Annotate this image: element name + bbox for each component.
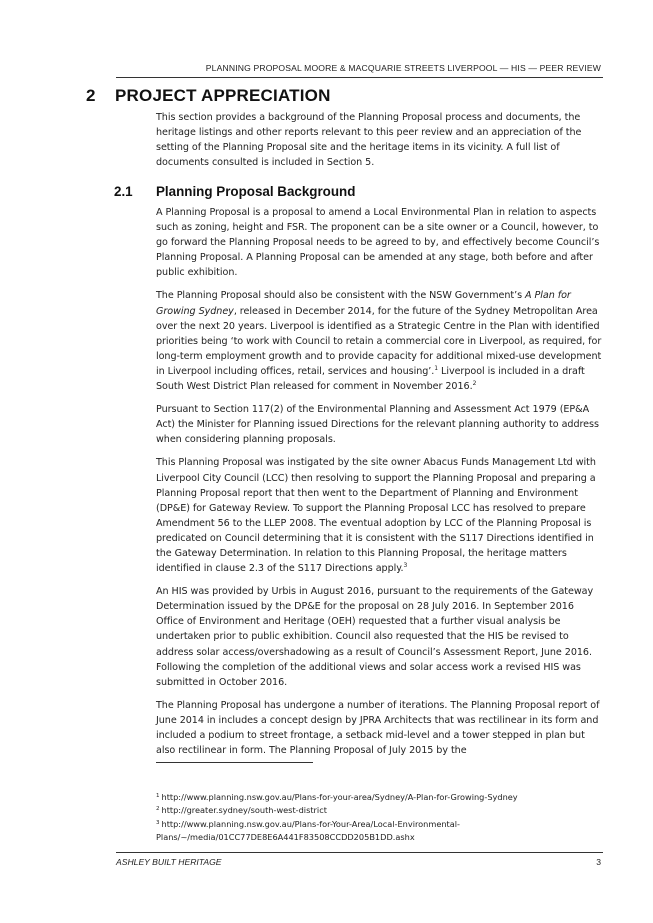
subsection-title: Planning Proposal Background: [156, 184, 356, 199]
paragraph-4-text: This Planning Proposal was instigated by the site owner Abacus Funds Management Ltd with Liverpool City Council (LCC) then resolving to support the Planning Proposal and preparing a Planning Proposal report that then went to the Department of Planning and Environment (DP&E) for Gateway Review. To support the Planning Proposal LCC has resolved to prepare Amendment 56 to the LLEP 2008. The eventual adoption by LCC of the Planning Proposal is predicated on Council determining that it is consistent with the S117 Directions identified in the Gateway Determination. In relation to this Planning Proposal, the heritage matters identified in clause 2.3 of the S117 Directions apply.: [156, 457, 596, 575]
footnote-link-3-continued[interactable]: Plans/~/media/01CC77DE8E6A441F83508CCDD205B1DD.ashx: [156, 832, 415, 843]
footnote-mark-1: 1: [156, 793, 160, 799]
paragraph-6: The Planning Proposal has undergone a number of iterations. The Planning Proposal report of June 2014 in includes a concept design by JPRA Architects that was rectilinear in its form and included a podium to street frontage, a setback mid-level and a tower stepped in plan but also rectilinear in form. The Planning Proposal of July 2015 by the: [156, 699, 600, 757]
subsection-heading: [114, 184, 355, 199]
footnote-link-1[interactable]: http://www.planning.nsw.gov.au/Plans-for-your-area/Sydney/A-Plan-for-Growing-Sydney: [161, 792, 518, 802]
footnote-ref-1[interactable]: 1: [434, 364, 439, 372]
footnote-1: [156, 791, 616, 804]
paragraph-1: A Planning Proposal is a proposal to amend a Local Environmental Plan in relation to aspects such as zoning, height and FSR. The proponent can be a site owner or a Council, however, to go forward the Planning Proposal needs to be agreed to by, and effectively become Council’s Planning Proposal. A Planning Proposal can be amended at any stage, both before and after public exhibition.: [156, 207, 600, 279]
intro-paragraph: This section provides a background of the Planning Proposal process and documents, the heritage listings and other reports relevant to this peer review and an appreciation of the setting of the Planning Proposal site and the heritage items in its vicinity. A full list of documents consulted is included in Section 5.: [156, 112, 582, 169]
section-intro: [156, 110, 604, 178]
page-number: 3: [596, 857, 601, 867]
footnote-ref-3[interactable]: 3: [403, 562, 408, 570]
section-heading: [86, 86, 331, 106]
footnotes: [156, 791, 616, 845]
section-number: 2: [86, 86, 96, 105]
header-rule: [116, 77, 603, 78]
subsection-number: 2.1: [114, 184, 133, 199]
footnote-link-2[interactable]: http://greater.sydney/south-west-district: [161, 805, 327, 816]
footnote-mark-3: 3: [156, 819, 160, 826]
footnote-link-3[interactable]: http://www.planning.nsw.gov.au/Plans-for-Your-Area/Local-Environmental-: [161, 818, 461, 829]
paragraph-4: [156, 455, 604, 576]
footer-firm-name: ASHLEY BUILT HERITAGE: [116, 857, 222, 867]
footnote-mark-2: 2: [156, 806, 160, 813]
paragraph-5: An HIS was provided by Urbis in August 2016, pursuant to the requirements of the Gateway Determination issued by the DP&E for the proposal on 28 July 2016. In September 2016 Office of Environment and Heritage (OEH) requested that a further visual analysis be undertaken prior to public exhibition. Council also requested that the HIS be revised to address solar access/overshadowing as a result of Council’s Assessment Report, June 2016. Following the completion of the additional views and solar access work a revised HIS was submitted in October 2016.: [156, 586, 594, 688]
footnote-3-continued: [156, 831, 616, 844]
footnote-3: [156, 818, 616, 831]
subsection-body: [156, 205, 604, 766]
paragraph-2-text-c: Liverpool is included in a draft South West District Plan released for comment in November 2016.: [156, 365, 585, 393]
plan-title-italic: A Plan for Growing Sydney: [156, 290, 571, 317]
running-header: PLANNING PROPOSAL MOORE & MACQUARIE STREETS LIVERPOOL — HIS — PEER REVIEW: [205, 63, 601, 73]
footnote-ref-2[interactable]: 2: [472, 380, 477, 388]
footnote-2: [156, 804, 616, 817]
paragraph-2: [156, 288, 604, 394]
footnote-separator: [156, 762, 313, 763]
section-title: PROJECT APPRECIATION: [115, 86, 331, 105]
paragraph-2-text-a: The Planning Proposal should also be consistent with the NSW Government’s: [156, 290, 526, 302]
paragraph-2-text-b: , released in December 2014, for the future of the Sydney Metropolitan Area over the next 20 years. Liverpool is identified as a Strategic Centre in the Plan with identified priorities being ‘to work with Council to retain a commercial core in Liverpool, as required, for long-term employment growth and to provide capacity for additional mixed-use development in Liverpool including offices, retail, services and housing’.: [156, 305, 602, 377]
footer-rule: [116, 852, 603, 853]
paragraph-3: Pursuant to Section 117(2) of the Environmental Planning and Assessment Act 1979 (EP&A Act) the Minister for Planning issued Directions for the relevant planning authority to address when considering planning proposals.: [156, 404, 599, 446]
